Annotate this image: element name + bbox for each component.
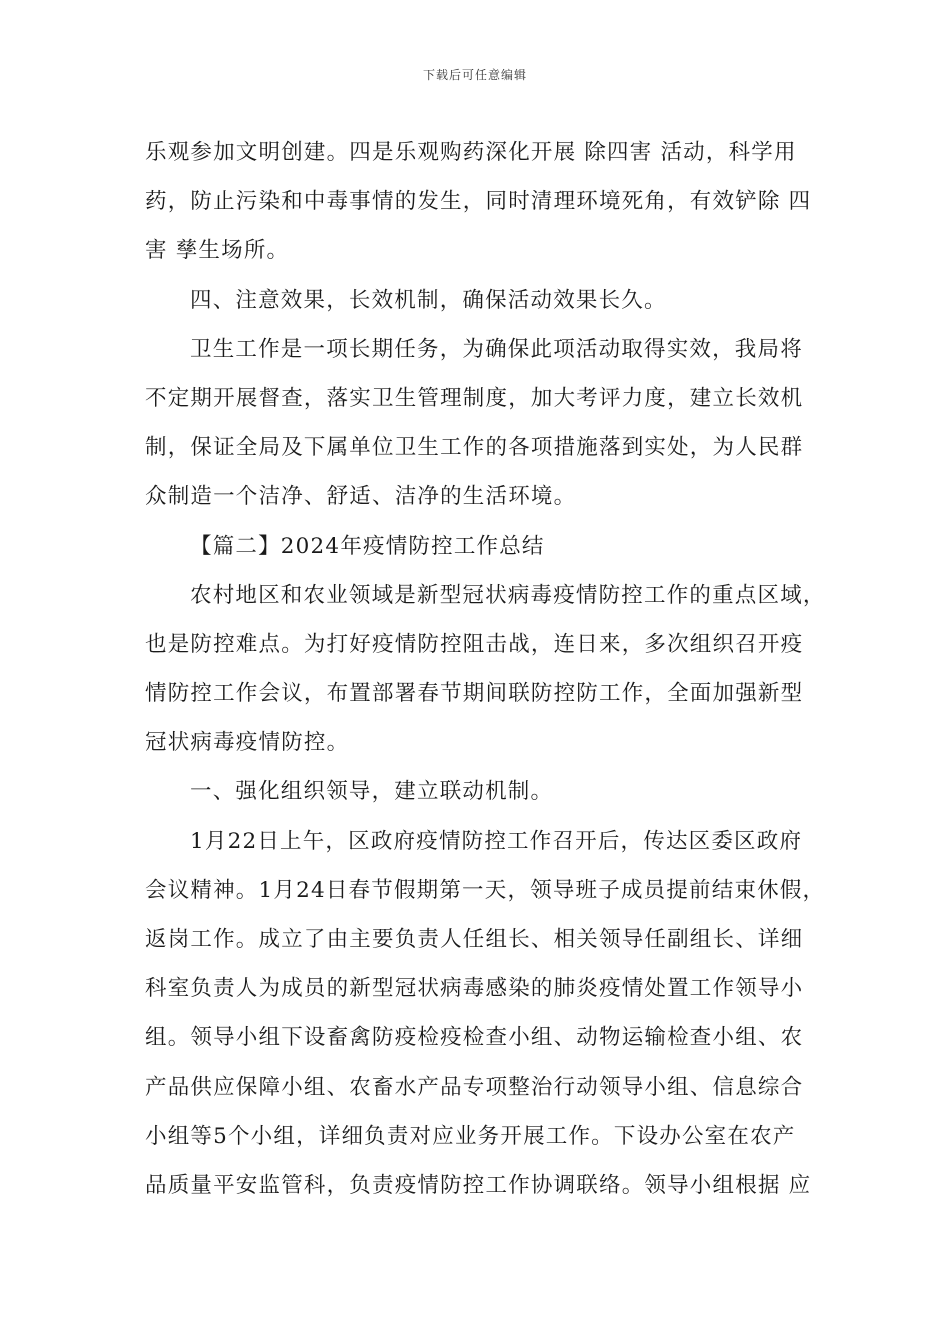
text-line: 冠状病毒疫情防控。: [145, 730, 350, 756]
text-line: 乐观参加文明创建。四是乐观购药深化开展 除四害 活动，科学用: [145, 140, 797, 165]
text-line: 卫生工作是一项长期任务，为确保此项活动取得实效，我局将: [190, 336, 803, 362]
text-line: 农村地区和农业领域是新型冠状病毒疫情防控工作的重点区域，: [190, 582, 826, 608]
text-line: 品质量平安监管科，负责疫情防控工作协调联络。领导小组根据 应: [145, 1172, 812, 1198]
section-heading: 一、强化组织领导，建立联动机制。: [190, 779, 554, 805]
text-line: 不定期开展督查，落实卫生管理制度，加大考评力度，建立长效机: [145, 385, 804, 411]
text-line: 害 孳生场所。: [145, 238, 290, 264]
text-line: 情防控工作会议，布置部署春节期间联防控防工作，全面加强新型: [145, 681, 804, 707]
text-line: 小组等5个小组，详细负责对应业务开展工作。下设办公室在农产: [145, 1123, 796, 1149]
text-line: 产品供应保障小组、农畜水产品专项整治行动领导小组、信息综合: [145, 1074, 804, 1100]
section-heading: 四、注意效果，长效机制，确保活动效果长久。: [190, 287, 667, 313]
text-line: 会议精神。1月24日春节假期第一天，领导班子成员提前结束休假，: [145, 877, 826, 903]
text-line: 返岗工作。成立了由主要负责人任组长、相关领导任副组长、详细: [145, 927, 804, 952]
text-line: 1月22日上午，区政府疫情防控工作召开后，传达区委区政府: [190, 828, 803, 854]
text-line: 科室负责人为成员的新型冠状病毒感染的肺炎疫情处置工作领导小: [145, 976, 804, 1002]
article-title: 【篇二】2024年疫情防控工作总结: [190, 533, 545, 559]
text-line: 也是防控难点。为打好疫情防控阻击战，连日来，多次组织召开疫: [145, 631, 804, 657]
text-line: 众制造一个洁净、舒适、洁净的生活环境。: [145, 484, 577, 510]
page-header: 下载后可任意编辑: [422, 68, 527, 82]
text-line: 药，防止污染和中毒事情的发生，同时清理环境死角，有效铲除 四: [145, 189, 812, 215]
text-line: 组。领导小组下设畜禽防疫检疫检查小组、动物运输检查小组、农: [145, 1025, 804, 1051]
text-line: 制，保证全局及下属单位卫生工作的各项措施落到实处，为人民群: [145, 435, 804, 461]
document-body: [145, 128, 826, 1210]
